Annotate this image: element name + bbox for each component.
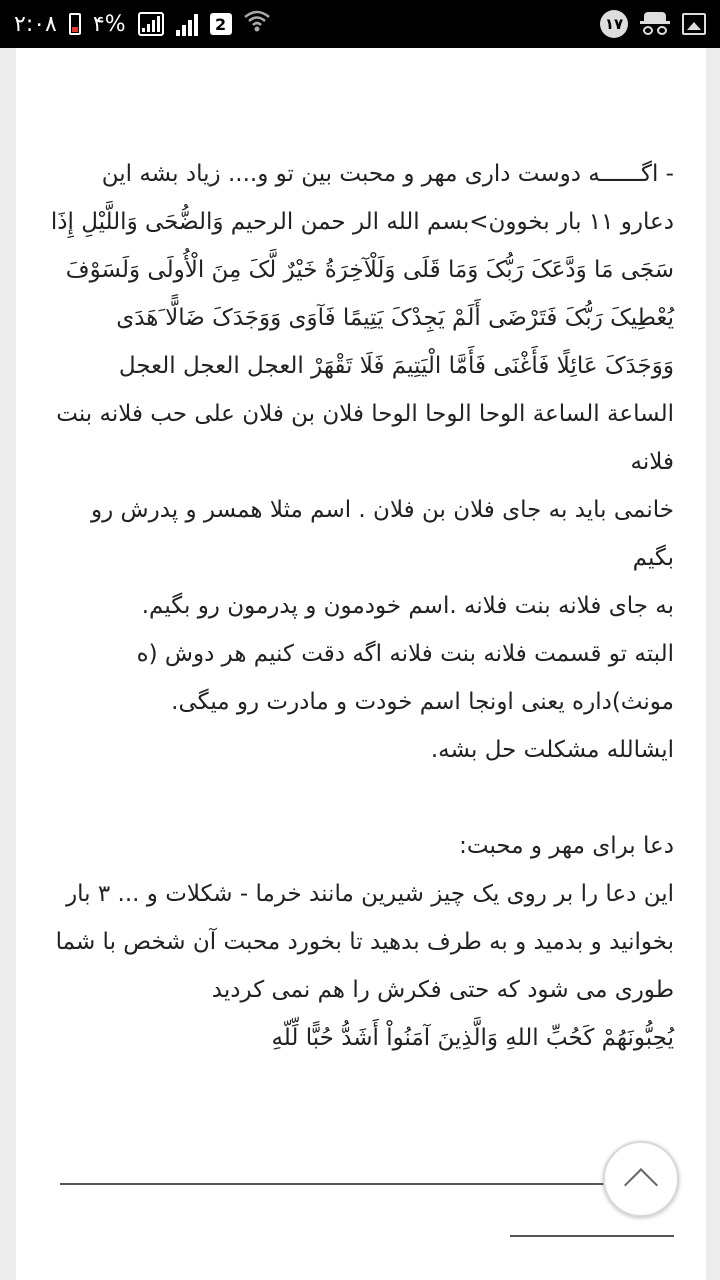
status-bar xyxy=(0,0,720,48)
article-paragraph: - اگــــــه دوست داری مهر و محبت بین تو و.... زیاد بشه این دعارو ۱۱ بار بخوون>بسم الله الر حمن الرحیم وَالضُّحَی وَاللَّیْلِ إِذَا سَجَی مَا وَدَّعَکَ رَبُّکَ وَمَا قَلَی وَلَلْآخِرَةُ خَیْرٌ لَّکَ مِنَ الْأُولَی وَلَسَوْفَ یُعْطِیکَ رَبُّکَ فَتَرْضَی أَلَمْ یَجِدْکَ یَتِیمًا فَآوَی وَوَجَدَکَ ضَالًّا َهَدَی وَوَجَدَکَ عَائِلًا فَأَغْنَی فَأَمَّا الْیَتِیمَ فَلَا تَقْهَرْ العجل العجل العجل الساعة الساعة الوحا الوحا الوحا فلان بن فلان علی حب فلانه بنت فلانه xyxy=(50,161,674,475)
battery-percent: ۴% xyxy=(92,11,126,37)
battery-icon xyxy=(69,13,81,35)
notification-count-icon: ۱۷ xyxy=(600,10,628,38)
article-paragraph: خانمی باید به جای فلان بن فلان . اسم مثلا همسر و پدرش رو بگیم xyxy=(91,497,674,571)
divider-line xyxy=(60,1183,674,1185)
article-paragraph: به جای فلانه بنت فلانه .اسم خودمون و پدرمون رو بگیم. xyxy=(141,593,674,619)
article-paragraph: این دعا را بر روی یک چیز شیرین مانند خرما - شکلات و ... ۳ بار بخوانید و بدمید و به طرف بدهید تا بخورد محبت آن شخص با شما طوری می شود که حتی فکرش را هم نمی کردید xyxy=(55,881,674,1003)
article-body xyxy=(46,150,674,1062)
article-paragraph: البته تو قسمت فلانه بنت فلانه اگه دقت کنیم هر دوش (ه مونث)داره یعنی اونجا اسم خودت و مادرت رو میگی. xyxy=(136,641,674,715)
status-left-group xyxy=(14,9,270,39)
article-paragraph: دعا برای مهر و محبت: xyxy=(459,833,674,859)
image-icon xyxy=(682,13,706,35)
status-right-group xyxy=(600,10,706,38)
divider-line xyxy=(510,1235,674,1237)
clock: ۲:۰۸ xyxy=(14,11,57,37)
incognito-icon xyxy=(640,12,670,36)
wifi-icon xyxy=(244,9,270,39)
sim-2-icon: 2 xyxy=(210,13,232,35)
chevron-up-icon xyxy=(624,1168,658,1202)
article-paragraph: یُحِبُّونَهُمْ کَحُبِّ اللهِ وَالَّذِینَ آمَنُواْ أَشَدُّ حُبًّا لِّلّهِ xyxy=(271,1025,674,1051)
signal-bars-icon xyxy=(176,12,198,36)
signal-icon xyxy=(138,12,164,36)
paragraph-spacer xyxy=(46,774,674,822)
article-paragraph: ایشالله مشکلت حل بشه. xyxy=(430,737,674,763)
content-card xyxy=(16,48,706,1280)
scroll-to-top-button[interactable] xyxy=(603,1141,679,1217)
